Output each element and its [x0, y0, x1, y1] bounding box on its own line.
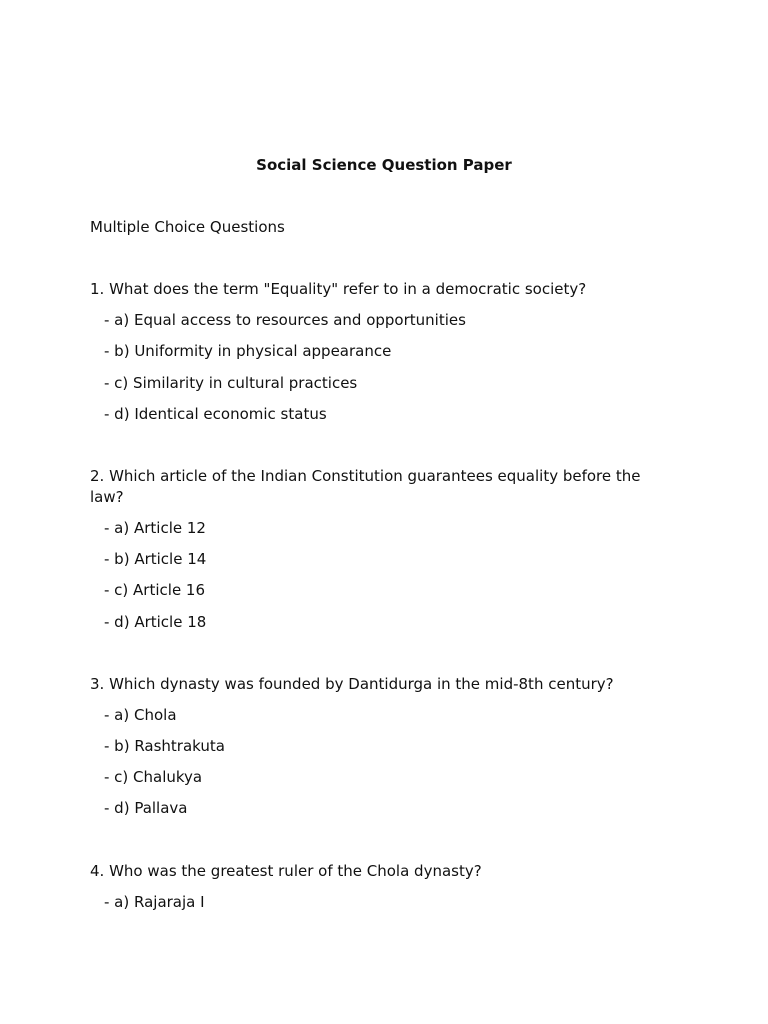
question-3-option-c: - c) Chalukya — [104, 768, 203, 786]
question-3-option-d: - d) Pallava — [104, 799, 188, 817]
question-2-option-c: - c) Article 16 — [104, 581, 206, 599]
page-title: Social Science Question Paper — [256, 156, 512, 174]
question-2-option-b: - b) Article 14 — [104, 550, 207, 568]
question-3-option-b: - b) Rashtrakuta — [104, 737, 225, 755]
question-4: 4. Who was the greatest ruler of the Chola dynasty? — [90, 862, 482, 880]
section-heading: Multiple Choice Questions — [90, 218, 285, 236]
question-2-option-a: - a) Article 12 — [104, 519, 206, 537]
question-1-option-d: - d) Identical economic status — [104, 405, 327, 423]
question-2-option-d: - d) Article 18 — [104, 613, 207, 631]
question-3: 3. Which dynasty was founded by Dantidurga in the mid-8th century? — [90, 675, 614, 693]
question-3-option-a: - a) Chola — [104, 706, 177, 724]
question-2: 2. Which article of the Indian Constitution guarantees equality before the law? — [90, 467, 641, 506]
question-1-option-c: - c) Similarity in cultural practices — [104, 374, 358, 392]
question-1-option-b: - b) Uniformity in physical appearance — [104, 342, 392, 360]
question-4-option-a: - a) Rajaraja I — [104, 893, 205, 911]
question-1: 1. What does the term "Equality" refer to in a democratic society? — [90, 280, 587, 298]
question-1-option-a: - a) Equal access to resources and opportunities — [104, 311, 466, 329]
